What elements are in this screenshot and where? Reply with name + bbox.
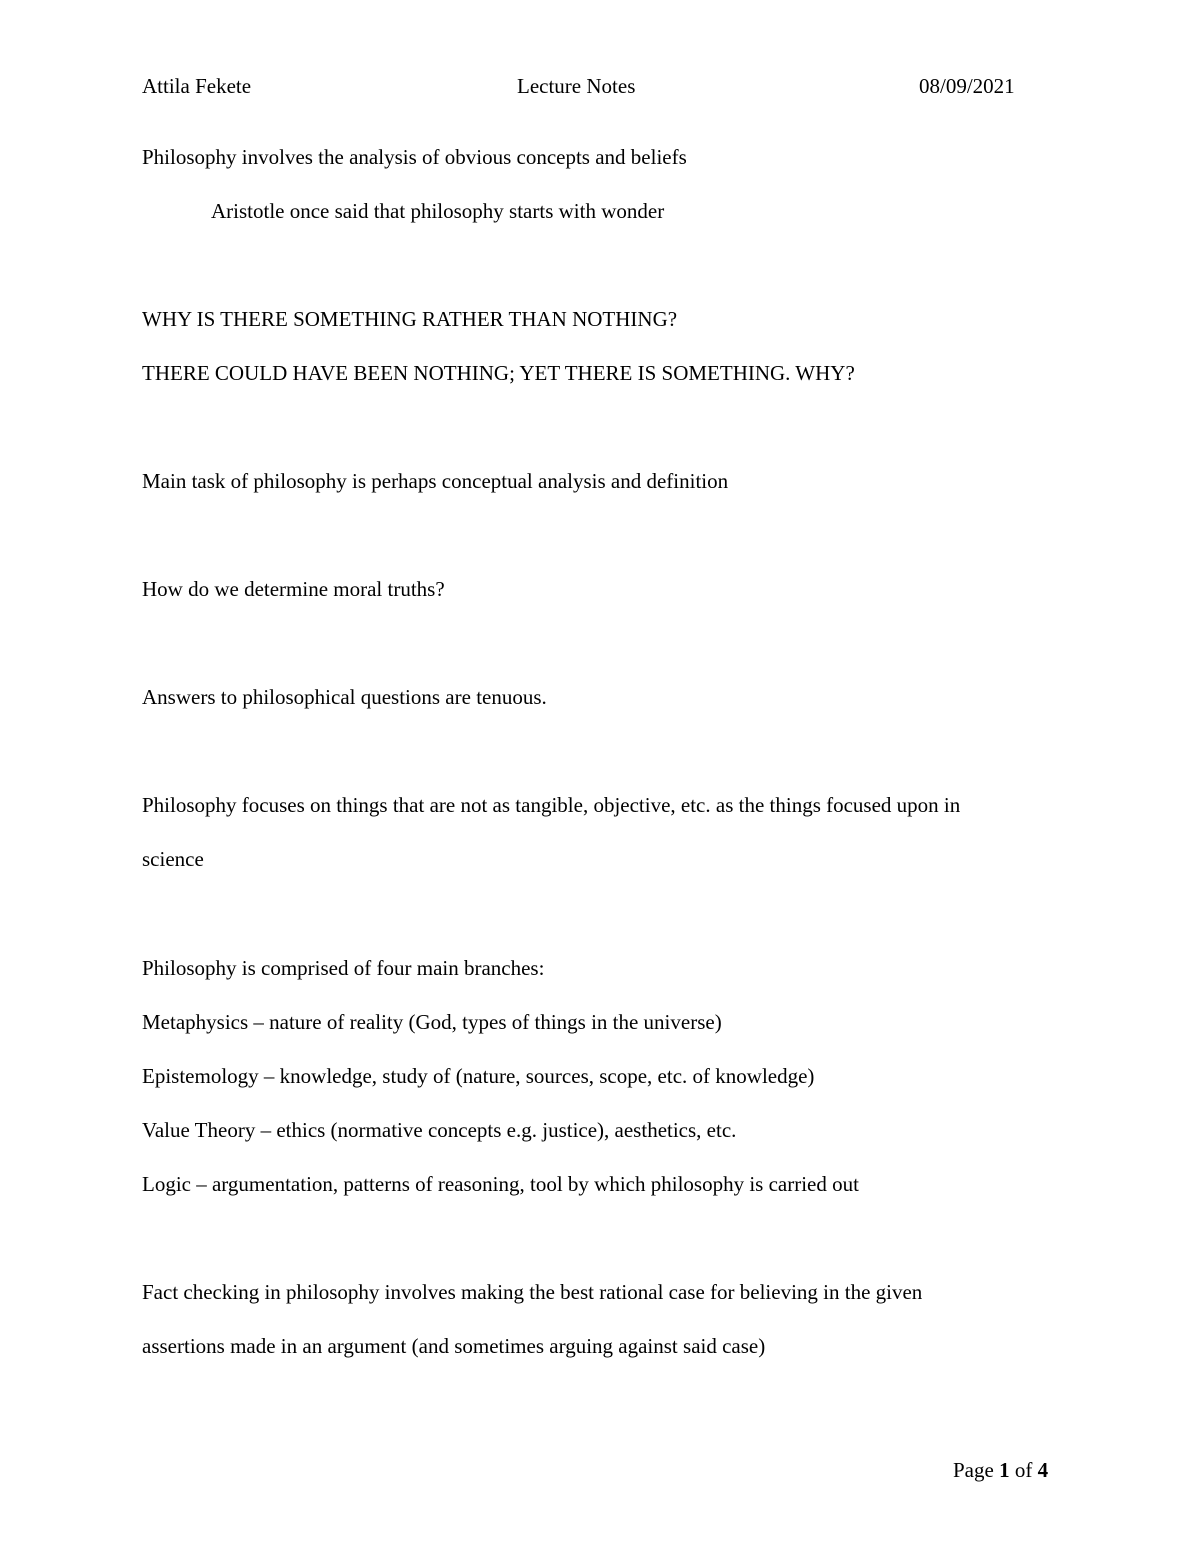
body-line: Philosophy is comprised of four main branches: [142, 956, 545, 980]
body-line: science [142, 847, 204, 871]
body-line: Fact checking in philosophy involves making the best rational case for believing in the given [142, 1280, 923, 1304]
body-line: WHY IS THERE SOMETHING RATHER THAN NOTHING? [142, 307, 678, 331]
body-line: Philosophy focuses on things that are not as tangible, objective, etc. as the things focused upon in [142, 793, 961, 817]
page-current: 1 [999, 1458, 1010, 1482]
body-line: How do we determine moral truths? [142, 577, 445, 601]
page-of-word: of [1014, 1458, 1033, 1482]
page-number [953, 1460, 1048, 1481]
header-author: Attila Fekete [142, 74, 252, 98]
body-line-indented: Aristotle once said that philosophy starts with wonder [211, 199, 665, 223]
body-line: Main task of philosophy is perhaps conceptual analysis and definition [142, 469, 729, 493]
branch-logic: Logic – argumentation, patterns of reasoning, tool by which philosophy is carried out [142, 1172, 859, 1196]
branch-value-theory: Value Theory – ethics (normative concepts e.g. justice), aesthetics, etc. [142, 1118, 737, 1142]
page-total: 4 [1037, 1458, 1049, 1482]
body-line: assertions made in an argument (and sometimes arguing against said case) [142, 1334, 766, 1358]
body-line: Philosophy involves the analysis of obvious concepts and beliefs [142, 145, 687, 169]
header-title: Lecture Notes [517, 74, 636, 98]
page-word: Page [953, 1458, 994, 1482]
branch-metaphysics: Metaphysics – nature of reality (God, types of things in the universe) [142, 1010, 722, 1034]
header-date: 08/09/2021 [919, 74, 1015, 98]
body-line: THERE COULD HAVE BEEN NOTHING; YET THERE IS SOMETHING. WHY? [142, 361, 855, 385]
body-line: Answers to philosophical questions are tenuous. [142, 685, 547, 709]
branch-epistemology: Epistemology – knowledge, study of (nature, sources, scope, etc. of knowledge) [142, 1064, 815, 1088]
